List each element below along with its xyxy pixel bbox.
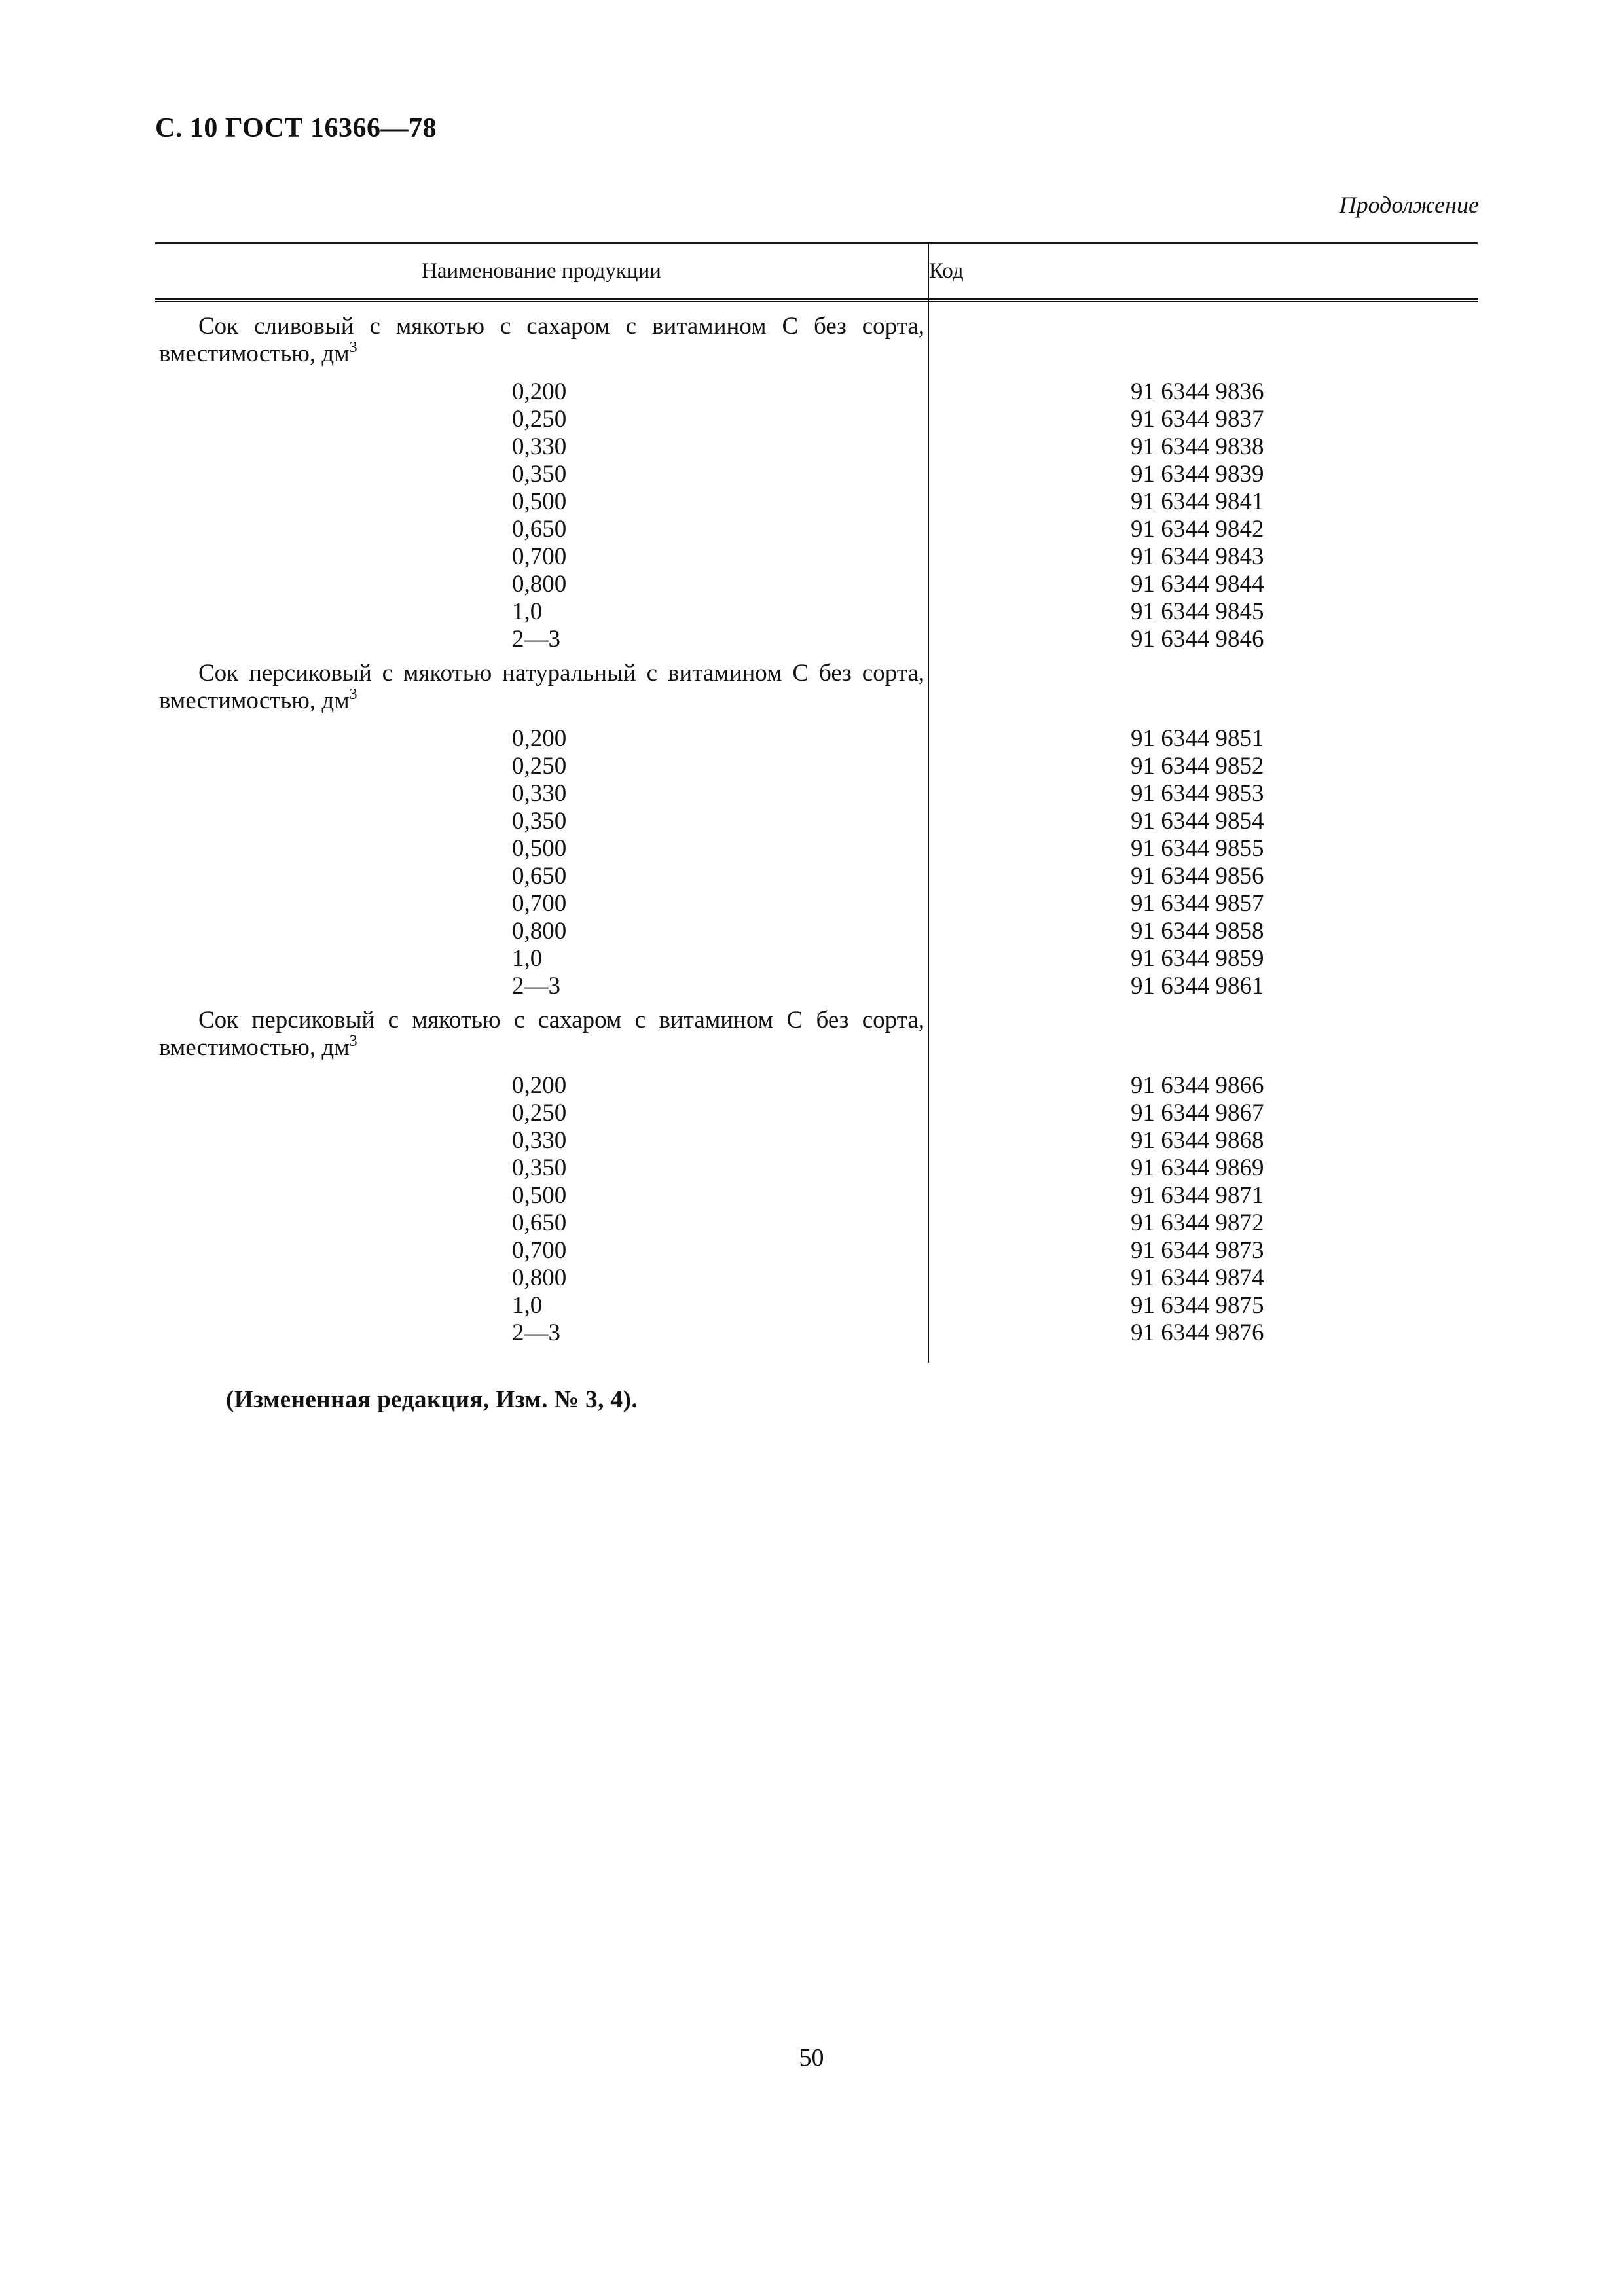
table-row — [155, 945, 1478, 973]
amendment-note: (Измененная редакция, Изм. № 3, 4). — [226, 1386, 638, 1413]
volume-cell: 0,330 — [512, 433, 567, 460]
table-row — [155, 835, 1478, 863]
code-cell: 91 6344 9854 — [1131, 808, 1264, 834]
volume-cell: 0,800 — [512, 571, 567, 598]
volume-cell: 0,500 — [512, 1182, 567, 1209]
code-cell: 91 6344 9841 — [1131, 488, 1264, 515]
code-cell: 91 6344 9844 — [1131, 571, 1264, 598]
code-cell: 91 6344 9869 — [1131, 1155, 1264, 1181]
table-row — [155, 863, 1478, 890]
volume-cell: 2—3 — [512, 973, 560, 999]
volume-cell: 0,350 — [512, 461, 567, 488]
volume-cell: 0,200 — [512, 725, 567, 752]
table-row — [155, 516, 1478, 543]
table-row — [155, 1292, 1478, 1319]
code-cell: 91 6344 9868 — [1131, 1127, 1264, 1154]
volume-cell: 0,800 — [512, 1265, 567, 1291]
code-cell: 91 6344 9857 — [1131, 890, 1264, 917]
code-cell: 91 6344 9837 — [1131, 406, 1264, 433]
volume-cell: 0,700 — [512, 543, 567, 570]
section-title — [155, 313, 924, 368]
volume-cell: 2—3 — [512, 1319, 560, 1346]
table-row — [155, 1210, 1478, 1237]
code-cell: 91 6344 9874 — [1131, 1265, 1264, 1291]
unit-superscript: 3 — [349, 1033, 357, 1050]
volume-cell: 1,0 — [512, 945, 543, 972]
code-cell: 91 6344 9871 — [1131, 1182, 1264, 1209]
continuation-label: Продолжение — [1339, 192, 1479, 218]
volume-cell: 0,800 — [512, 918, 567, 944]
unit-superscript: 3 — [349, 339, 357, 356]
code-cell: 91 6344 9836 — [1131, 378, 1264, 405]
unit-superscript: 3 — [349, 686, 357, 703]
volume-cell: 0,700 — [512, 1237, 567, 1264]
section-title — [155, 660, 924, 715]
table-row — [155, 543, 1478, 571]
code-cell: 91 6344 9867 — [1131, 1100, 1264, 1126]
code-cell: 91 6344 9875 — [1131, 1292, 1264, 1319]
table-row — [155, 433, 1478, 461]
table-top-rule — [155, 242, 1478, 244]
code-cell: 91 6344 9855 — [1131, 835, 1264, 862]
code-cell: 91 6344 9858 — [1131, 918, 1264, 944]
code-cell: 91 6344 9856 — [1131, 863, 1264, 889]
table-row — [155, 1100, 1478, 1127]
volume-cell: 0,250 — [512, 1100, 567, 1126]
table-row — [155, 626, 1478, 653]
table-row — [155, 1155, 1478, 1182]
section-title — [155, 1007, 924, 1062]
table-row — [155, 808, 1478, 835]
page-header-title: С. 10 ГОСТ 16366—78 — [155, 113, 437, 143]
volume-cell: 0,200 — [512, 378, 567, 405]
section-title-text: Сок персиковый с мякотью с сахаром с витамином С без сорта, вместимостью, дм — [159, 1007, 924, 1061]
code-cell: 91 6344 9873 — [1131, 1237, 1264, 1264]
header-double-rule — [155, 298, 1478, 302]
table-row — [155, 598, 1478, 626]
table-row — [155, 1237, 1478, 1265]
volume-cell: 2—3 — [512, 626, 560, 653]
page-number: 50 — [799, 2044, 824, 2072]
volume-cell: 1,0 — [512, 1292, 543, 1319]
section-title-text: Сок персиковый с мякотью натуральный с витамином С без сорта, вместимостью, дм — [159, 660, 924, 714]
product-code-table — [155, 242, 1478, 1363]
volume-cell: 0,350 — [512, 1155, 567, 1181]
code-cell: 91 6344 9845 — [1131, 598, 1264, 625]
volume-cell: 0,350 — [512, 808, 567, 834]
volume-cell: 0,650 — [512, 1210, 567, 1236]
volume-cell: 0,650 — [512, 863, 567, 889]
table-row — [155, 973, 1478, 1000]
code-cell: 91 6344 9859 — [1131, 945, 1264, 972]
column-header-name: Наименование продукции — [422, 259, 661, 283]
product-section — [155, 1007, 1478, 1347]
volume-cell: 0,500 — [512, 835, 567, 862]
product-section — [155, 660, 1478, 1000]
volume-cell: 0,330 — [512, 780, 567, 807]
section-title-text: Сок сливовый с мякотью с сахаром с витамином С без сорта, вместимостью, дм — [159, 313, 924, 367]
volume-cell: 0,650 — [512, 516, 567, 543]
volume-cell: 0,700 — [512, 890, 567, 917]
volume-cell: 0,200 — [512, 1072, 567, 1099]
table-row — [155, 1265, 1478, 1292]
table-body — [155, 308, 1478, 1354]
code-cell: 91 6344 9872 — [1131, 1210, 1264, 1236]
code-cell: 91 6344 9846 — [1131, 626, 1264, 653]
table-row — [155, 1182, 1478, 1210]
column-header-code: Код — [929, 259, 964, 283]
table-row — [155, 488, 1478, 516]
volume-cell: 0,330 — [512, 1127, 567, 1154]
code-cell: 91 6344 9839 — [1131, 461, 1264, 488]
table-row — [155, 780, 1478, 808]
table-row — [155, 1319, 1478, 1347]
product-section — [155, 313, 1478, 653]
table-row — [155, 1072, 1478, 1100]
table-row — [155, 461, 1478, 488]
code-cell: 91 6344 9853 — [1131, 780, 1264, 807]
table-row — [155, 571, 1478, 598]
code-cell: 91 6344 9842 — [1131, 516, 1264, 543]
code-cell: 91 6344 9861 — [1131, 973, 1264, 999]
code-cell: 91 6344 9866 — [1131, 1072, 1264, 1099]
volume-cell: 0,500 — [512, 488, 567, 515]
table-row — [155, 918, 1478, 945]
code-cell: 91 6344 9852 — [1131, 753, 1264, 780]
table-row — [155, 890, 1478, 918]
code-cell: 91 6344 9838 — [1131, 433, 1264, 460]
code-cell: 91 6344 9843 — [1131, 543, 1264, 570]
table-row — [155, 725, 1478, 753]
volume-cell: 1,0 — [512, 598, 543, 625]
volume-cell: 0,250 — [512, 753, 567, 780]
volume-cell: 0,250 — [512, 406, 567, 433]
table-row — [155, 753, 1478, 780]
code-cell: 91 6344 9876 — [1131, 1319, 1264, 1346]
table-row — [155, 406, 1478, 433]
table-row — [155, 378, 1478, 406]
table-row — [155, 1127, 1478, 1155]
code-cell: 91 6344 9851 — [1131, 725, 1264, 752]
